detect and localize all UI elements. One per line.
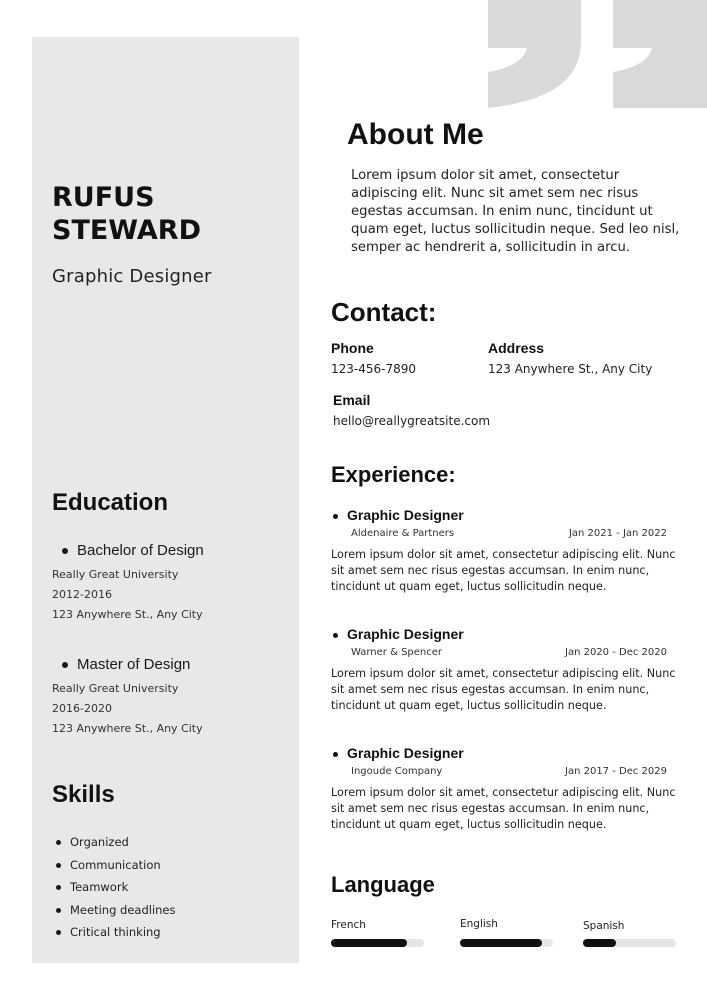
education-school: Really Great University <box>52 682 179 695</box>
email-value: hello@reallygreatsite.com <box>333 414 491 428</box>
skill-item: Teamwork <box>56 878 176 901</box>
profile-title: Graphic Designer <box>52 266 212 287</box>
experience-heading: Experience: <box>331 462 456 487</box>
education-years: 2016-2020 <box>52 702 112 715</box>
email-label: Email <box>333 392 371 408</box>
experience-role: Graphic Designer <box>333 507 464 523</box>
experience-company: Warner & Spencer <box>351 647 443 658</box>
experience-description: Lorem ipsum dolor sit amet, consectetur adipiscing elit. Nunc sit amet sem nec risus egestas accumsan. In enim nunc, tincidunt ut quam eget, luctus sollicitudin neque. <box>331 786 676 831</box>
language-heading: Language <box>331 872 435 897</box>
skill-item: Communication <box>56 856 176 879</box>
language-level-bar <box>460 939 553 947</box>
language-name: French <box>331 919 366 931</box>
skill-item: Critical thinking <box>56 923 176 946</box>
experience-company: Aldenaire & Partners <box>351 528 455 539</box>
language-level-fill <box>331 939 407 947</box>
contact-heading: Contact: <box>331 297 437 327</box>
degree-label: Master of Design <box>77 656 191 673</box>
experience-description: Lorem ipsum dolor sit amet, consectetur adipiscing elit. Nunc sit amet sem nec risus egestas accumsan. In enim nunc, tincidunt ut quam eget, luctus sollicitudin neque. <box>331 548 676 593</box>
phone-value: 123-456-7890 <box>331 362 417 376</box>
education-degree <box>62 656 190 673</box>
language-name: English <box>460 918 498 930</box>
education-degree <box>62 542 204 559</box>
education-school: Really Great University <box>52 568 179 581</box>
education-address: 123 Anywhere St., Any City <box>52 722 203 735</box>
language-level-fill <box>460 939 542 947</box>
skills-heading: Skills <box>52 781 115 808</box>
education-heading: Education <box>52 489 169 516</box>
language-level-bar <box>583 939 676 947</box>
language-level-fill <box>583 939 616 947</box>
education-address: 123 Anywhere St., Any City <box>52 608 203 621</box>
address-label: Address <box>488 340 545 356</box>
experience-role: Graphic Designer <box>333 745 464 761</box>
skills-list <box>56 833 176 946</box>
experience-dates: Jan 2020 - Dec 2020 <box>565 647 667 658</box>
experience-description: Lorem ipsum dolor sit amet, consectetur adipiscing elit. Nunc sit amet sem nec risus egestas accumsan. In enim nunc, tincidunt ut quam eget, luctus sollicitudin neque. <box>331 667 676 712</box>
language-level-bar <box>331 939 424 947</box>
about-heading: About Me <box>347 118 484 151</box>
profile-name: RUFUS STEWARD <box>52 182 201 246</box>
experience-dates: Jan 2017 - Dec 2029 <box>565 766 667 777</box>
language-name: Spanish <box>583 920 625 932</box>
experience-company: Ingoude Company <box>351 766 443 777</box>
phone-label: Phone <box>331 340 374 356</box>
experience-dates: Jan 2021 - Jan 2022 <box>568 528 667 539</box>
about-text: Lorem ipsum dolor sit amet, consectetur adipiscing elit. Nunc sit amet sem nec risus egestas accumsan. In enim nunc, tincidunt ut quam eget, luctus sollicitudin neque. Sed leo nisl, semper ac hendrerit a, sollicitudin in arcu. <box>351 168 680 255</box>
skill-item: Organized <box>56 833 176 856</box>
education-years: 2012-2016 <box>52 588 112 601</box>
degree-label: Bachelor of Design <box>77 542 204 559</box>
experience-role: Graphic Designer <box>333 626 464 642</box>
quote-mark-icon <box>487 0 707 110</box>
skill-item: Meeting deadlines <box>56 901 176 924</box>
address-value: 123 Anywhere St., Any City <box>488 362 653 376</box>
